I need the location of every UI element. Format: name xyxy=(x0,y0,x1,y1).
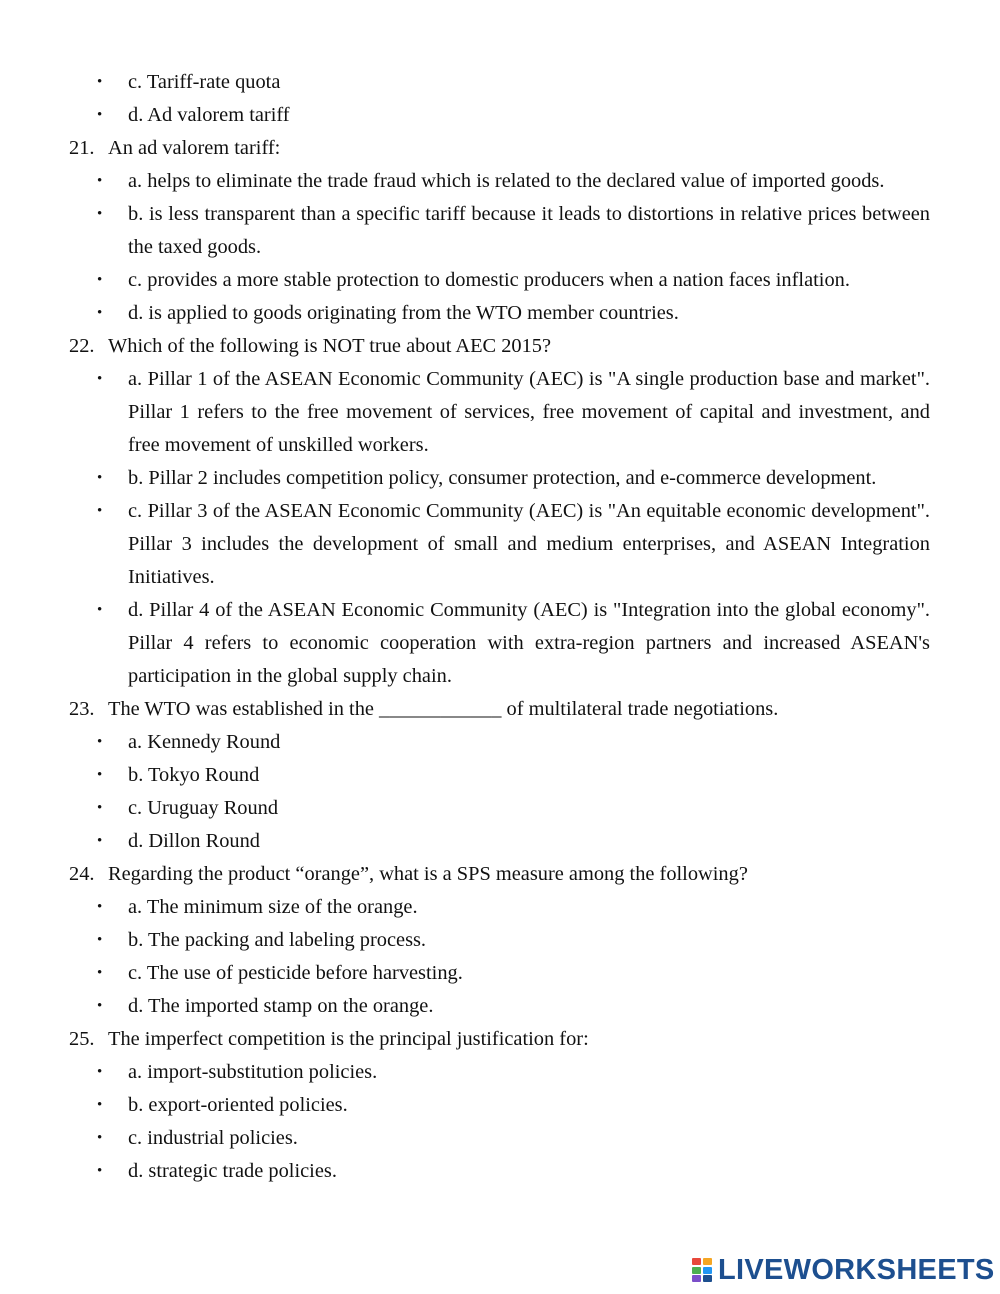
logo-square xyxy=(692,1258,701,1265)
question-number: 23. xyxy=(69,698,95,720)
option-item xyxy=(0,957,1000,990)
option-text: d. Ad valorem tariff xyxy=(128,104,290,126)
option-item xyxy=(0,99,1000,132)
question-22 xyxy=(0,330,1000,363)
bullet-icon: • xyxy=(97,272,103,288)
question-text: The WTO was established in the ____________ of multilateral trade negotiations. xyxy=(108,698,779,720)
option-text: d. is applied to goods originating from the WTO member countries. xyxy=(128,302,679,324)
bullet-icon: • xyxy=(97,1064,103,1080)
option-item xyxy=(0,297,1000,330)
option-item xyxy=(0,726,1000,759)
option-text: d. strategic trade policies. xyxy=(128,1160,337,1182)
option-text: c. industrial policies. xyxy=(128,1127,298,1149)
bullet-icon: • xyxy=(97,1163,103,1179)
bullet-icon: • xyxy=(97,602,103,618)
question-23 xyxy=(0,693,1000,726)
bullet-icon: • xyxy=(97,305,103,321)
option-text: a. import-substitution policies. xyxy=(128,1061,378,1083)
question-number: 24. xyxy=(69,863,95,885)
question-text: Which of the following is NOT true about AEC 2015? xyxy=(108,335,552,357)
bullet-icon: • xyxy=(97,767,103,783)
option-item xyxy=(0,264,1000,297)
bullet-icon: • xyxy=(97,470,103,486)
option-text: b. Pillar 2 includes competition policy, consumer protection, and e-commerce development. xyxy=(128,467,877,489)
option-item xyxy=(0,363,1000,462)
option-item xyxy=(0,759,1000,792)
logo-square xyxy=(692,1267,701,1274)
option-text: c. provides a more stable protection to domestic producers when a nation faces inflation. xyxy=(128,269,850,291)
brand-text: LIVEWORKSHEETS xyxy=(718,1254,995,1286)
question-number: 25. xyxy=(69,1028,95,1050)
question-text: An ad valorem tariff: xyxy=(108,137,281,159)
logo-square xyxy=(703,1267,712,1274)
option-item xyxy=(0,825,1000,858)
option-text: c. Tariff-rate quota xyxy=(128,71,281,93)
option-text: c. Uruguay Round xyxy=(128,797,279,819)
bullet-icon: • xyxy=(97,734,103,750)
question-24-options xyxy=(0,891,1000,1023)
bullet-icon: • xyxy=(97,998,103,1014)
bullet-icon: • xyxy=(97,800,103,816)
option-item xyxy=(0,891,1000,924)
option-item xyxy=(0,594,1000,693)
bullet-icon: • xyxy=(97,1130,103,1146)
worksheet-page xyxy=(0,66,1000,1188)
question-22-options xyxy=(0,363,1000,693)
bullet-icon: • xyxy=(97,206,103,222)
bullet-icon: • xyxy=(97,173,103,189)
bullet-icon: • xyxy=(97,965,103,981)
question-21 xyxy=(0,132,1000,165)
option-text: b. The packing and labeling process. xyxy=(128,929,427,951)
option-text: b. is less transparent than a specific tariff because it leads to distortions in relative prices between the taxed goods. xyxy=(128,203,930,258)
logo-square xyxy=(703,1258,712,1265)
question-25-options xyxy=(0,1056,1000,1188)
option-item xyxy=(0,165,1000,198)
option-item xyxy=(0,1122,1000,1155)
option-item xyxy=(0,1089,1000,1122)
question-25 xyxy=(0,1023,1000,1056)
question-23-options xyxy=(0,726,1000,858)
option-item xyxy=(0,66,1000,99)
option-item xyxy=(0,924,1000,957)
option-text: d. The imported stamp on the orange. xyxy=(128,995,434,1017)
option-text: d. Dillon Round xyxy=(128,830,260,852)
option-item xyxy=(0,495,1000,594)
option-text: b. export-oriented policies. xyxy=(128,1094,348,1116)
option-item xyxy=(0,1056,1000,1089)
question-21-options xyxy=(0,165,1000,330)
option-text: a. Pillar 1 of the ASEAN Economic Community (AEC) is "A single production base and market". Pillar 1 refers to the free movement of services, free movement of capital and investment, and free movement of unskilled workers. xyxy=(128,368,930,456)
question-text: Regarding the product “orange”, what is a SPS measure among the following? xyxy=(108,863,748,885)
bullet-icon: • xyxy=(97,371,103,387)
liveworksheets-brand[interactable] xyxy=(692,1255,995,1285)
bullet-icon: • xyxy=(97,932,103,948)
bullet-icon: • xyxy=(97,1097,103,1113)
logo-square xyxy=(703,1275,712,1282)
option-text: a. helps to eliminate the trade fraud which is related to the declared value of imported goods. xyxy=(128,170,885,192)
logo-square xyxy=(692,1275,701,1282)
question-number: 21. xyxy=(69,137,95,159)
bullet-icon: • xyxy=(97,107,103,123)
liveworksheets-logo-icon xyxy=(692,1258,712,1282)
bullet-icon: • xyxy=(97,899,103,915)
option-item xyxy=(0,792,1000,825)
option-item xyxy=(0,990,1000,1023)
option-text: d. Pillar 4 of the ASEAN Economic Community (AEC) is "Integration into the global economy". Pillar 4 refers to economic cooperation with extra-region partners and increased ASEAN's participation in the global supply chain. xyxy=(128,599,930,687)
question-number: 22. xyxy=(69,335,95,357)
option-text: a. Kennedy Round xyxy=(128,731,281,753)
question-text: The imperfect competition is the principal justification for: xyxy=(108,1028,589,1050)
option-text: c. Pillar 3 of the ASEAN Economic Community (AEC) is "An equitable economic development". Pillar 3 includes the development of small and medium enterprises, and ASEAN Integration Initiatives. xyxy=(128,500,930,588)
option-text: b. Tokyo Round xyxy=(128,764,260,786)
option-item xyxy=(0,1155,1000,1188)
top-options-list xyxy=(0,66,1000,132)
option-item xyxy=(0,462,1000,495)
option-text: a. The minimum size of the orange. xyxy=(128,896,418,918)
bullet-icon: • xyxy=(97,503,103,519)
option-item xyxy=(0,198,1000,264)
bullet-icon: • xyxy=(97,833,103,849)
question-24 xyxy=(0,858,1000,891)
option-text: c. The use of pesticide before harvesting. xyxy=(128,962,463,984)
bullet-icon: • xyxy=(97,74,103,90)
